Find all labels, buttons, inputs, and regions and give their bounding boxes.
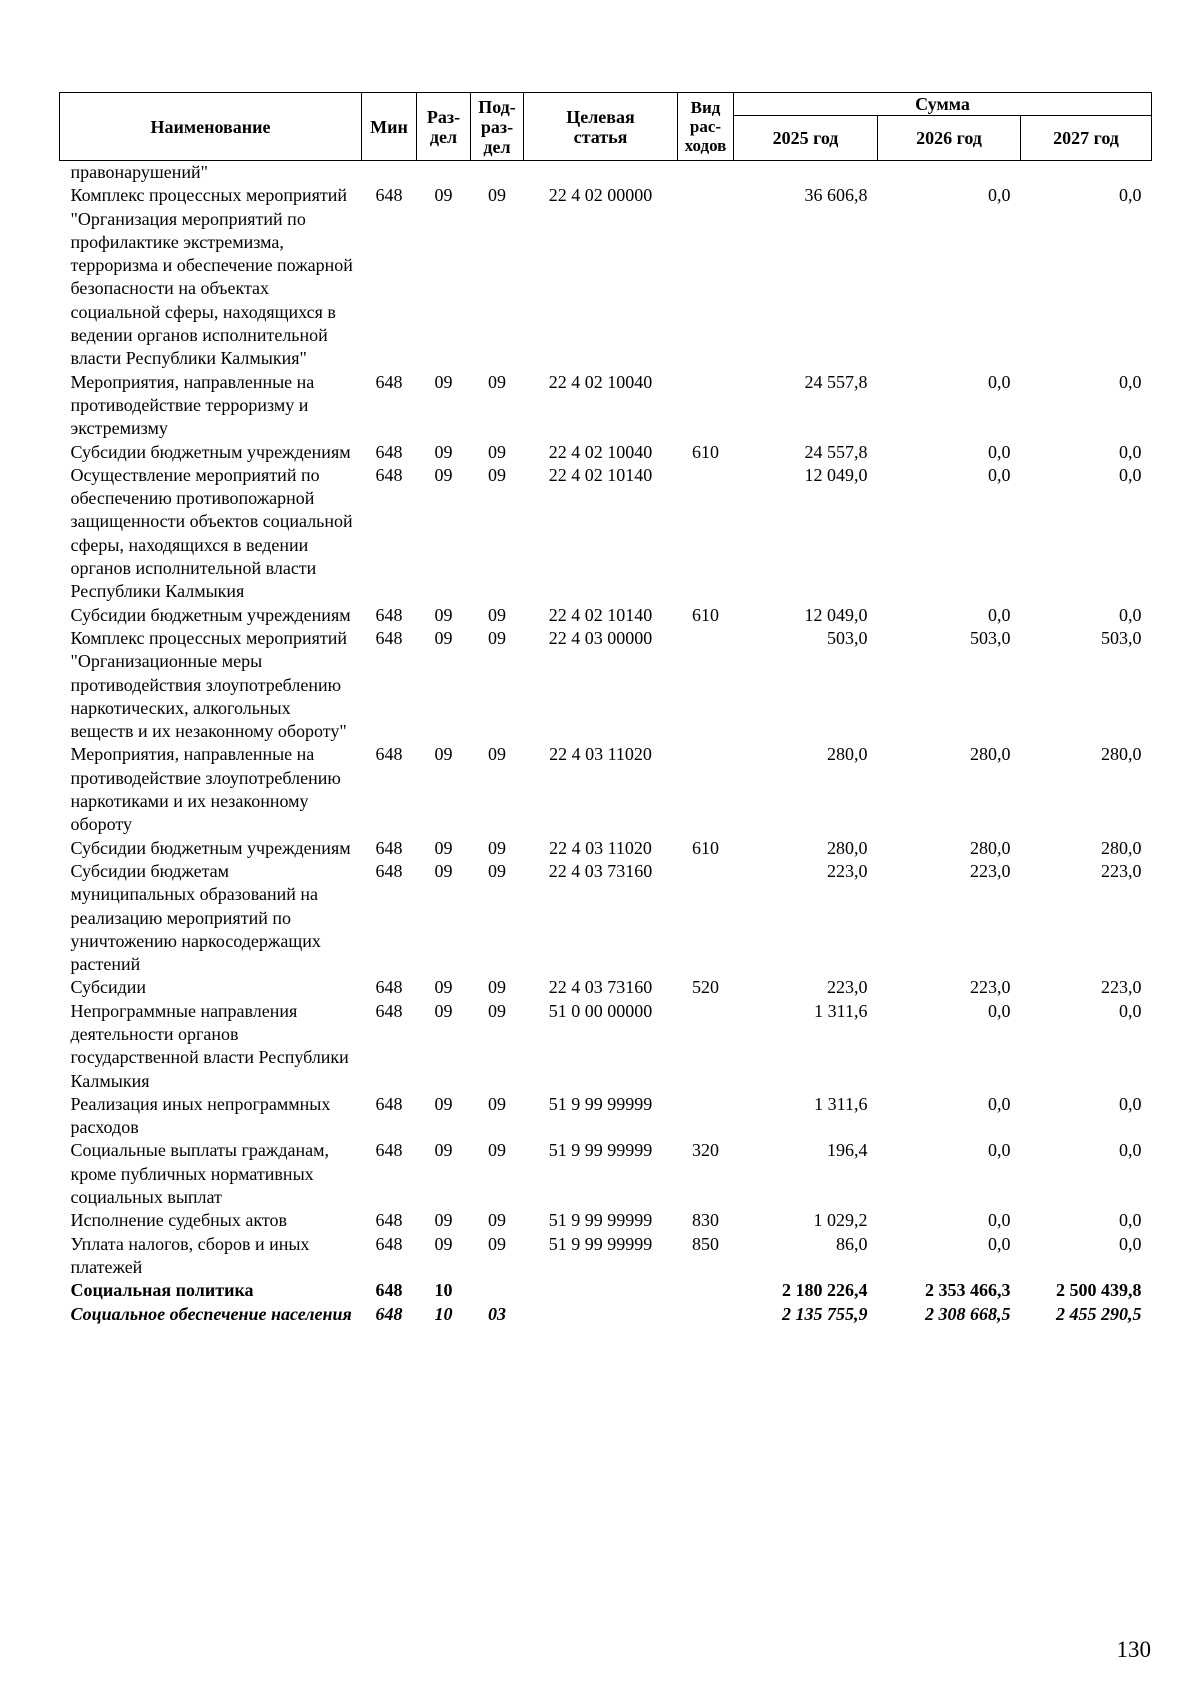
row-name: Субсидии бюджетным учреждениям <box>70 604 351 625</box>
row-sum-2026: 0,0 <box>988 185 1011 206</box>
header-min: Мин <box>362 93 417 161</box>
row-razdel: 10 <box>434 1280 453 1301</box>
row-vid-rashodov <box>678 743 734 836</box>
row-sum-2026: 0,0 <box>988 1233 1011 1254</box>
page-number: 130 <box>1116 1637 1151 1662</box>
header-summa: Сумма <box>734 93 1152 116</box>
row-sum-2027: 0,0 <box>1119 441 1142 462</box>
row-sum-2026: 0,0 <box>988 1000 1011 1021</box>
row-min: 648 <box>375 977 403 998</box>
row-celevaya-statya <box>524 1279 678 1302</box>
table-row <box>60 1000 1152 1093</box>
row-razdel: 09 <box>434 1210 453 1231</box>
row-sum-2026 <box>878 161 1021 185</box>
row-celevaya-statya: 51 9 99 99999 <box>548 1210 653 1231</box>
row-sum-2025: 223,0 <box>827 977 868 998</box>
row-razdel: 09 <box>434 371 453 392</box>
row-sum-2027: 0,0 <box>1119 185 1142 206</box>
row-podrazdel: 09 <box>488 441 506 462</box>
row-celevaya-statya: 22 4 02 10040 <box>548 371 653 392</box>
row-podrazdel: 09 <box>488 464 506 485</box>
row-name: Осуществление мероприятий по обеспечению противопожарной защищенности объектов социальной сферы, находящихся в ведении органов исполнительной власти Республики Калмыкия <box>70 464 353 602</box>
row-vid-rashodov <box>678 464 734 604</box>
row-razdel: 09 <box>434 1233 453 1254</box>
header-razdel: Раз- дел <box>417 93 471 161</box>
row-min: 648 <box>375 1303 403 1324</box>
row-celevaya-statya: 22 4 03 11020 <box>549 744 652 765</box>
row-min: 648 <box>375 604 403 625</box>
row-celevaya-statya: 22 4 02 10140 <box>548 464 653 485</box>
row-sum-2025: 1 029,2 <box>813 1210 868 1231</box>
row-celevaya-statya: 51 9 99 99999 <box>548 1140 653 1161</box>
row-podrazdel <box>471 161 524 185</box>
row-min: 648 <box>375 860 403 881</box>
table-row <box>60 1233 1152 1280</box>
row-name: Субсидии бюджетным учреждениям <box>70 837 351 858</box>
row-sum-2027: 2 500 439,8 <box>1056 1280 1142 1301</box>
row-min: 648 <box>375 185 403 206</box>
row-name: Мероприятия, направленные на противодействие злоупотреблению наркотиками и их незаконному обороту <box>70 744 341 835</box>
row-vid-rashodov <box>678 1000 734 1093</box>
table-row <box>60 1303 1152 1326</box>
row-min: 648 <box>375 1233 403 1254</box>
table-row <box>60 184 1152 370</box>
row-celevaya-statya: 51 9 99 99999 <box>548 1093 653 1114</box>
row-podrazdel: 03 <box>488 1303 506 1324</box>
row-sum-2027: 223,0 <box>1101 977 1142 998</box>
row-vid-rashodov: 830 <box>692 1210 719 1231</box>
row-sum-2026: 0,0 <box>988 1093 1011 1114</box>
row-sum-2027: 0,0 <box>1119 464 1142 485</box>
row-podrazdel <box>471 1279 524 1302</box>
row-razdel: 09 <box>434 604 453 625</box>
header-celevaya-statya: Целевая статья <box>524 93 678 161</box>
row-vid-rashodov: 850 <box>692 1233 719 1254</box>
row-min: 648 <box>375 1280 403 1301</box>
row-podrazdel: 09 <box>488 744 506 765</box>
table-row <box>60 1139 1152 1209</box>
row-name: Социальная политика <box>70 1280 254 1301</box>
table-row <box>60 371 1152 441</box>
row-sum-2027: 0,0 <box>1119 1140 1142 1161</box>
row-sum-2027 <box>1021 161 1152 185</box>
row-celevaya-statya <box>524 1303 678 1326</box>
row-name: Комплекс процессных мероприятий "Организация мероприятий по профилактике экстремизма, терроризма и обеспечение пожарной безопасности на объектах социальной сферы, находящихся в ведении органов исполнительной власти Республики Калмыкия" <box>70 185 353 369</box>
table-row <box>60 1209 1152 1232</box>
row-celevaya-statya: 51 9 99 99999 <box>548 1233 653 1254</box>
row-sum-2025: 36 606,8 <box>804 185 868 206</box>
row-vid-rashodov <box>678 860 734 976</box>
row-razdel: 09 <box>434 860 453 881</box>
row-celevaya-statya: 22 4 03 00000 <box>548 627 653 648</box>
row-podrazdel: 09 <box>488 837 506 858</box>
row-min: 648 <box>375 464 403 485</box>
row-sum-2025: 223,0 <box>827 860 868 881</box>
row-podrazdel: 09 <box>488 1210 506 1231</box>
table-row <box>60 604 1152 627</box>
row-podrazdel: 09 <box>488 627 506 648</box>
row-sum-2025 <box>734 161 878 185</box>
row-podrazdel: 09 <box>488 860 506 881</box>
header-vid-rashodov: Вид рас- ходов <box>678 93 734 161</box>
row-vid-rashodov: 610 <box>692 837 719 858</box>
table-row <box>60 464 1152 604</box>
row-min: 648 <box>375 1093 403 1114</box>
row-sum-2025: 196,4 <box>827 1140 868 1161</box>
row-vid-rashodov: 320 <box>692 1140 719 1161</box>
row-vid-rashodov: 520 <box>692 977 719 998</box>
row-podrazdel: 09 <box>488 977 506 998</box>
row-vid-rashodov: 610 <box>692 441 719 462</box>
row-vid-rashodov <box>678 161 734 185</box>
row-celevaya-statya: 22 4 03 73160 <box>548 977 653 998</box>
row-sum-2027: 0,0 <box>1119 604 1142 625</box>
table-header <box>60 93 1152 161</box>
row-min: 648 <box>375 837 403 858</box>
table-row <box>60 441 1152 464</box>
row-min: 648 <box>375 1000 403 1021</box>
row-name: Исполнение судебных актов <box>70 1210 288 1231</box>
header-year-2027: 2027 год <box>1021 116 1152 161</box>
row-sum-2026: 0,0 <box>988 441 1011 462</box>
row-vid-rashodov <box>678 627 734 743</box>
row-vid-rashodov <box>678 371 734 441</box>
row-name: Уплата налогов, сборов и иных платежей <box>70 1233 310 1277</box>
row-podrazdel: 09 <box>488 1000 506 1021</box>
row-sum-2025: 24 557,8 <box>804 371 868 392</box>
row-sum-2026: 0,0 <box>988 604 1011 625</box>
row-min <box>362 161 417 185</box>
row-sum-2027: 503,0 <box>1101 627 1142 648</box>
row-razdel: 09 <box>434 441 453 462</box>
row-name: Социальные выплаты гражданам, кроме публичных нормативных социальных выплат <box>70 1140 329 1208</box>
row-min: 648 <box>375 371 403 392</box>
table-row <box>60 976 1152 999</box>
table-row <box>60 743 1152 836</box>
row-sum-2026: 0,0 <box>988 371 1011 392</box>
row-razdel: 10 <box>434 1303 453 1324</box>
row-sum-2025: 2 180 226,4 <box>782 1280 868 1301</box>
row-sum-2025: 280,0 <box>827 744 868 765</box>
row-name: Субсидии <box>70 977 147 998</box>
header-year-2026: 2026 год <box>878 116 1021 161</box>
row-razdel: 09 <box>434 185 453 206</box>
row-sum-2027: 280,0 <box>1101 837 1142 858</box>
row-sum-2027: 0,0 <box>1119 1093 1142 1114</box>
row-name: Комплекс процессных мероприятий "Организационные меры противодействия злоупотреблению наркотических, алкогольных веществ и их незаконному обороту" <box>70 627 348 742</box>
row-sum-2027: 0,0 <box>1119 1000 1142 1021</box>
row-min: 648 <box>375 1210 403 1231</box>
row-min: 648 <box>375 744 403 765</box>
row-celevaya-statya: 22 4 03 73160 <box>548 860 653 881</box>
row-sum-2027: 280,0 <box>1101 744 1142 765</box>
row-sum-2026: 2 353 466,3 <box>925 1280 1011 1301</box>
row-sum-2026: 0,0 <box>988 1210 1011 1231</box>
row-sum-2026: 223,0 <box>970 860 1011 881</box>
row-sum-2025: 1 311,6 <box>814 1093 868 1114</box>
row-celevaya-statya <box>524 161 678 185</box>
row-podrazdel: 09 <box>488 1140 506 1161</box>
row-sum-2025: 12 049,0 <box>804 464 868 485</box>
table-row <box>60 161 1152 185</box>
table-row <box>60 627 1152 743</box>
row-sum-2026: 280,0 <box>970 837 1011 858</box>
row-sum-2025: 1 311,6 <box>814 1000 868 1021</box>
row-celevaya-statya: 22 4 03 11020 <box>549 837 652 858</box>
row-sum-2025: 280,0 <box>827 837 868 858</box>
row-razdel: 09 <box>434 1140 453 1161</box>
row-razdel: 09 <box>434 1093 453 1114</box>
row-celevaya-statya: 22 4 02 00000 <box>548 185 653 206</box>
header-name: Наименование <box>60 93 362 161</box>
header-year-2025: 2025 год <box>734 116 878 161</box>
row-sum-2027: 2 455 290,5 <box>1056 1303 1142 1324</box>
row-sum-2025: 2 135 755,9 <box>782 1303 868 1324</box>
row-celevaya-statya: 22 4 02 10040 <box>548 441 653 462</box>
row-name: Субсидии бюджетам муниципальных образований на реализацию мероприятий по уничтожению наркосодержащих растений <box>70 860 321 975</box>
budget-sheet <box>59 92 1151 1326</box>
row-sum-2026: 0,0 <box>988 464 1011 485</box>
row-razdel: 09 <box>434 1000 453 1021</box>
row-vid-rashodov <box>678 1303 734 1326</box>
row-celevaya-statya: 51 0 00 00000 <box>548 1000 653 1021</box>
row-podrazdel: 09 <box>488 371 506 392</box>
budget-table <box>59 92 1152 1326</box>
row-min: 648 <box>375 1140 403 1161</box>
row-sum-2026: 503,0 <box>970 627 1011 648</box>
row-razdel: 09 <box>434 464 453 485</box>
table-row <box>60 860 1152 976</box>
table-row <box>60 1279 1152 1302</box>
row-podrazdel: 09 <box>488 1093 506 1114</box>
row-name: Мероприятия, направленные на противодействие терроризму и экстремизму <box>70 371 315 439</box>
row-sum-2026: 223,0 <box>970 977 1011 998</box>
header-podrazdel: Под- раз- дел <box>471 93 524 161</box>
row-razdel <box>417 161 471 185</box>
row-name: Реализация иных непрограммных расходов <box>70 1093 331 1138</box>
row-vid-rashodov <box>678 1279 734 1302</box>
row-sum-2025: 24 557,8 <box>804 441 868 462</box>
row-sum-2027: 223,0 <box>1101 860 1142 881</box>
table-row <box>60 1093 1152 1140</box>
row-razdel: 09 <box>434 977 453 998</box>
row-podrazdel: 09 <box>488 604 506 625</box>
row-sum-2027: 0,0 <box>1119 371 1142 392</box>
row-min: 648 <box>375 627 403 648</box>
row-min: 648 <box>375 441 403 462</box>
table-body <box>60 161 1152 1326</box>
row-name: правонарушений" <box>70 162 208 182</box>
table-row <box>60 837 1152 860</box>
row-celevaya-statya: 22 4 02 10140 <box>548 604 653 625</box>
row-sum-2025: 86,0 <box>836 1233 868 1254</box>
row-name: Непрограммные направления деятельности органов государственной власти Республики Калмыкия <box>70 1000 349 1091</box>
row-vid-rashodov <box>678 1093 734 1140</box>
row-podrazdel: 09 <box>488 185 506 206</box>
row-razdel: 09 <box>434 744 453 765</box>
row-vid-rashodov <box>678 184 734 370</box>
row-sum-2027: 0,0 <box>1119 1210 1142 1231</box>
row-sum-2026: 0,0 <box>988 1140 1011 1161</box>
row-sum-2025: 12 049,0 <box>804 604 868 625</box>
row-vid-rashodov: 610 <box>692 604 719 625</box>
row-name: Социальное обеспечение населения <box>70 1303 352 1324</box>
row-razdel: 09 <box>434 837 453 858</box>
row-sum-2027: 0,0 <box>1119 1233 1142 1254</box>
row-sum-2026: 2 308 668,5 <box>925 1303 1011 1324</box>
row-sum-2025: 503,0 <box>827 627 868 648</box>
row-sum-2026: 280,0 <box>970 744 1011 765</box>
row-name: Субсидии бюджетным учреждениям <box>70 441 351 462</box>
row-razdel: 09 <box>434 627 453 648</box>
row-podrazdel: 09 <box>488 1233 506 1254</box>
